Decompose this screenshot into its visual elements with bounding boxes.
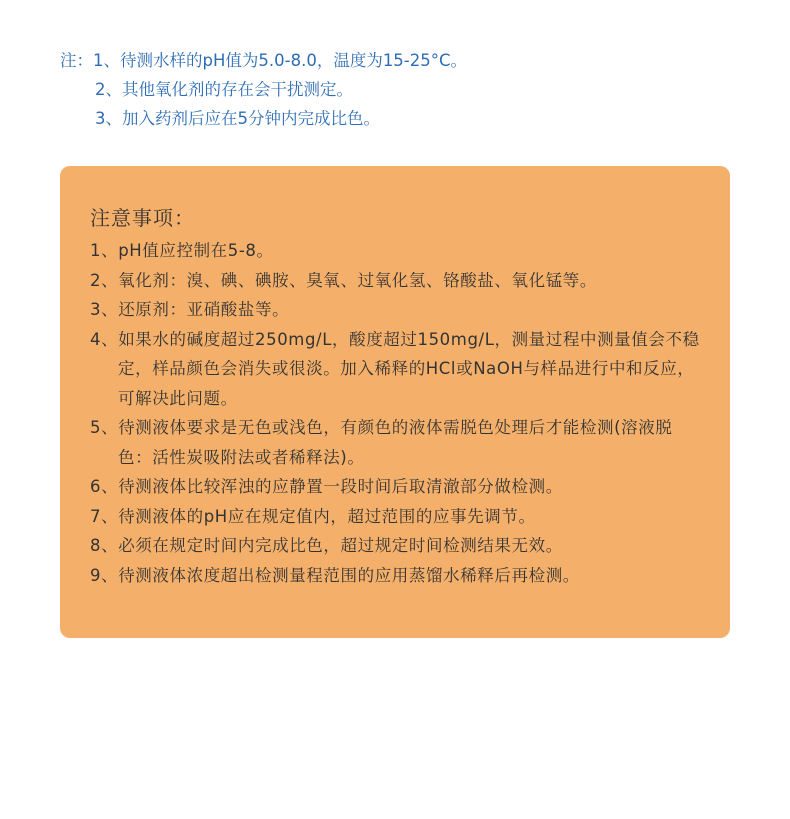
precautions-list [90, 236, 702, 590]
precaution-item-3: 3、还原剂：亚硝酸盐等。 [90, 300, 290, 319]
note-line-1: 注：1、待测水样的pH值为5.0-8.0，温度为15-25°C。 [60, 51, 468, 70]
precautions-card [60, 166, 730, 638]
note-line-2: 2、其他氧化剂的存在会干扰测定。 [95, 80, 353, 99]
precautions-title: 注意事项： [90, 206, 195, 230]
precaution-item-4: 4、如果水的碱度超过250mg/L，酸度超过150mg/L，测量过程中测量值会不稳定，样品颜色会消失或很淡。加入稀释的HCl或NaOH与样品进行中和反应，可解决此问题。 [90, 329, 700, 408]
precaution-item-1: 1、pH值应控制在5-8。 [90, 241, 274, 260]
precaution-item-9: 9、待测液体浓度超出检测量程范围的应用蒸馏水稀释后再检测。 [90, 565, 580, 585]
precaution-item-5: 5、待测液体要求是无色或浅色，有颜色的液体需脱色处理后才能检测(溶液脱色：活性炭吸附法或者稀释法)。 [90, 418, 673, 467]
precaution-item-7: 7、待测液体的pH应在规定值内，超过范围的应事先调节。 [90, 506, 536, 526]
precaution-item-2: 2、氧化剂：溴、碘、碘胺、臭氧、过氧化氢、铬酸盐、氧化锰等。 [90, 270, 597, 290]
precaution-item-6: 6、待测液体比较浑浊的应静置一段时间后取清澈部分做检测。 [90, 477, 563, 496]
note-line-3: 3、加入药剂后应在5分钟内完成比色。 [95, 109, 380, 128]
precaution-item-8: 8、必须在规定时间内完成比色，超过规定时间检测结果无效。 [90, 536, 563, 555]
notes-section [60, 46, 740, 133]
